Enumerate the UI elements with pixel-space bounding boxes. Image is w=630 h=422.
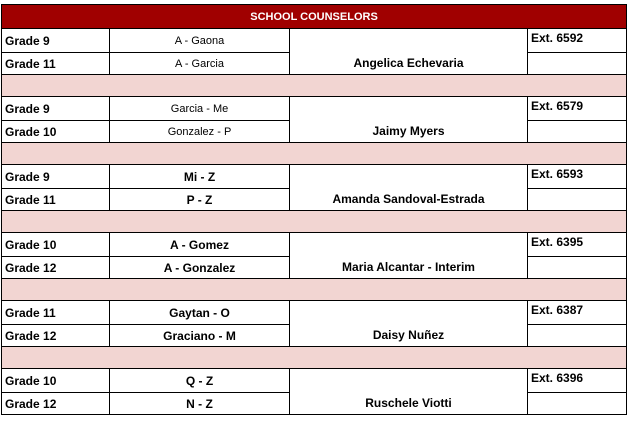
table-row <box>2 369 627 393</box>
table-row <box>2 97 627 121</box>
grade-cell: Grade 12 <box>2 325 110 347</box>
separator-cell <box>2 211 627 233</box>
extension-cell: Ext. 6593 <box>528 165 627 189</box>
range-cell: A - Gonzalez <box>110 257 290 279</box>
range-cell: Gonzalez - P <box>110 121 290 143</box>
extension-cell: Ext. 6579 <box>528 97 627 121</box>
grade-cell: Grade 10 <box>2 121 110 143</box>
counselor-table <box>1 4 627 415</box>
grade-cell: Grade 11 <box>2 53 110 75</box>
grade-cell: Grade 12 <box>2 393 110 415</box>
range-cell: Gaytan - O <box>110 301 290 325</box>
extension-cell: Ext. 6395 <box>528 233 627 257</box>
separator-cell <box>2 143 627 165</box>
counselor-name: Ruschele Viotti <box>290 369 528 415</box>
table-row <box>2 165 627 189</box>
counselor-name: Jaimy Myers <box>290 97 528 143</box>
separator-cell <box>2 279 627 301</box>
grade-cell: Grade 12 <box>2 257 110 279</box>
separator-cell <box>2 75 627 97</box>
empty-cell <box>528 189 627 211</box>
empty-cell <box>528 121 627 143</box>
table-row <box>2 29 627 53</box>
table-row <box>2 301 627 325</box>
counselor-name: Angelica Echevaria <box>290 29 528 75</box>
extension-cell: Ext. 6387 <box>528 301 627 325</box>
range-cell: Garcia - Me <box>110 97 290 121</box>
grade-cell: Grade 11 <box>2 189 110 211</box>
grade-cell: Grade 10 <box>2 233 110 257</box>
table-title: SCHOOL COUNSELORS <box>2 5 627 29</box>
range-cell: A - Gaona <box>110 29 290 53</box>
separator-row <box>2 75 627 97</box>
extension-cell: Ext. 6396 <box>528 369 627 393</box>
grade-cell: Grade 9 <box>2 97 110 121</box>
counselor-name: Amanda Sandoval-Estrada <box>290 165 528 211</box>
empty-cell <box>528 257 627 279</box>
grade-cell: Grade 9 <box>2 29 110 53</box>
counselor-name: Daisy Nuñez <box>290 301 528 347</box>
range-cell: Mi - Z <box>110 165 290 189</box>
range-cell: N - Z <box>110 393 290 415</box>
range-cell: A - Gomez <box>110 233 290 257</box>
separator-cell <box>2 347 627 369</box>
grade-cell: Grade 10 <box>2 369 110 393</box>
counselor-name: Maria Alcantar - Interim <box>290 233 528 279</box>
separator-row <box>2 279 627 301</box>
empty-cell <box>528 53 627 75</box>
grade-cell: Grade 9 <box>2 165 110 189</box>
table-row <box>2 233 627 257</box>
range-cell: A - Garcia <box>110 53 290 75</box>
separator-row <box>2 347 627 369</box>
empty-cell <box>528 325 627 347</box>
range-cell: Graciano - M <box>110 325 290 347</box>
separator-row <box>2 211 627 233</box>
extension-cell: Ext. 6592 <box>528 29 627 53</box>
table-title-row <box>2 5 627 29</box>
grade-cell: Grade 11 <box>2 301 110 325</box>
range-cell: Q - Z <box>110 369 290 393</box>
separator-row <box>2 143 627 165</box>
empty-cell <box>528 393 627 415</box>
range-cell: P - Z <box>110 189 290 211</box>
